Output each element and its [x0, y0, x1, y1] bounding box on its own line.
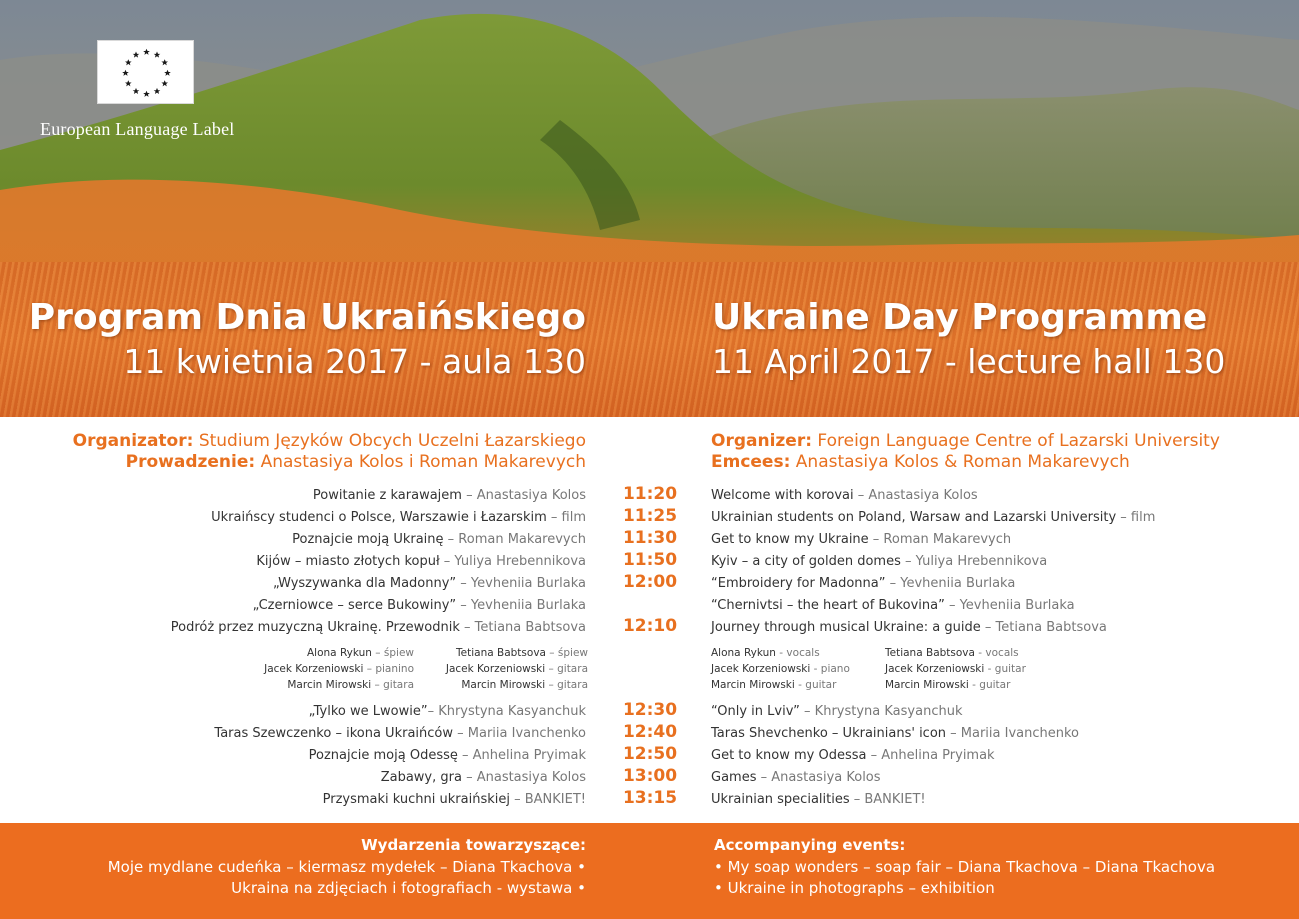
- item-en: Get to know my Odessa – Anhelina Pryimak: [711, 748, 995, 763]
- item-pl: Przysmaki kuchni ukraińskiej – BANKIET!: [322, 792, 586, 807]
- item-pl: Poznajcie moją Ukrainę – Roman Makarevych: [292, 532, 586, 547]
- eu-star-icon: [122, 70, 129, 76]
- eu-star-icon: [133, 88, 140, 94]
- item-pl: „Wyszywanka dla Madonny” – Yevheniia Burlaka: [272, 576, 586, 591]
- organizer-pl: Organizator: Studium Języków Obcych Uczelni Łazarskiego: [72, 431, 586, 451]
- performer: Jacek Korzeniowski – gitara: [445, 663, 588, 675]
- item-pl: „Czerniowce – serce Bukowiny” – Yevheniia Burlaka: [252, 598, 586, 613]
- schedule-row: [0, 572, 1299, 597]
- time-slot: 13:15: [622, 788, 678, 808]
- schedule-row: [0, 788, 1299, 813]
- item-pl: Powitanie z karawajem – Anastasiya Kolos: [312, 488, 586, 503]
- performer: Marcin Mirowski – gitara: [461, 679, 588, 691]
- performer: Alona Rykun – śpiew: [307, 647, 414, 659]
- eu-star-icon: [161, 59, 168, 65]
- performer: Jacek Korzeniowski – pianino: [264, 663, 414, 675]
- time-slot: 11:50: [622, 550, 678, 570]
- performers-pl-left: [264, 645, 414, 693]
- time-slot: 12:30: [622, 700, 678, 720]
- item-pl: Zabawy, gra – Anastasiya Kolos: [380, 770, 586, 785]
- item-en: Kyiv – a city of golden domes – Yuliya Hrebennikova: [711, 554, 1048, 569]
- events-pl: [108, 835, 586, 900]
- performer: Jacek Korzeniowski - guitar: [885, 663, 1026, 675]
- grass-texture: [0, 262, 1299, 417]
- item-en: Games – Anastasiya Kolos: [711, 770, 881, 785]
- event-item: Ukraina na zdjęciach i fotografiach - wystawa •: [231, 879, 586, 897]
- eu-star-icon: [154, 88, 161, 94]
- time-slot: 13:00: [622, 766, 678, 786]
- time-slot: 11:30: [622, 528, 678, 548]
- eu-language-label: European Language Label: [40, 119, 235, 139]
- event-item: • Ukraine in photographs – exhibition: [714, 879, 995, 897]
- performer: Alona Rykun - vocals: [711, 647, 820, 659]
- events-en: [714, 835, 1215, 900]
- item-en: Ukrainian specialities – BANKIET!: [711, 792, 926, 807]
- item-pl: Podróż przez muzyczną Ukrainę. Przewodnik – Tetiana Babtsova: [170, 620, 586, 635]
- performer: Marcin Mirowski – gitara: [287, 679, 414, 691]
- schedule-row: [0, 616, 1299, 641]
- time-slot: 12:10: [622, 616, 678, 636]
- performers-en-right: [885, 645, 1026, 693]
- eu-star-icon: [143, 91, 150, 97]
- eu-star-icon: [143, 49, 150, 55]
- eu-star-icon: [125, 80, 132, 86]
- hero-banner: [0, 0, 1299, 417]
- item-en: Welcome with korovai – Anastasiya Kolos: [711, 488, 978, 503]
- time-slot: 11:20: [622, 484, 678, 504]
- time-slot: 12:00: [622, 572, 678, 592]
- eu-star-icon: [161, 80, 168, 86]
- subtitle-pl: 11 kwietnia 2017 - aula 130: [123, 342, 586, 381]
- eu-star-icon: [154, 52, 161, 58]
- item-pl: Poznajcie moją Odessę – Anhelina Pryimak: [308, 748, 586, 763]
- time-slot: 12:40: [622, 722, 678, 742]
- event-item: Moje mydlane cudeńka – kiermasz mydełek – Diana Tkachova •: [107, 857, 586, 876]
- time-slot: 11:25: [622, 506, 678, 526]
- eu-star-icon: [164, 70, 171, 76]
- performer: Marcin Mirowski - guitar: [711, 679, 837, 691]
- time-slot: 12:50: [622, 744, 678, 764]
- events-heading-pl: Wydarzenia towarzyszące:: [361, 836, 586, 854]
- performers-pl-right: [446, 645, 588, 693]
- title-pl: Program Dnia Ukraińskiego: [28, 297, 586, 338]
- eu-star-icon: [133, 52, 140, 58]
- performer: Marcin Mirowski - guitar: [885, 679, 1011, 691]
- item-en: “Chernivtsi – the heart of Bukovina” – Yevheniia Burlaka: [711, 598, 1075, 613]
- item-pl: Taras Szewczenko – ikona Ukraińców – Mariia Ivanchenko: [214, 726, 586, 741]
- emcees-en: Emcees: Anastasiya Kolos & Roman Makarevych: [711, 452, 1130, 472]
- item-pl: Ukraińscy studenci o Polsce, Warszawie i Łazarskim – film: [211, 510, 586, 525]
- eu-star-icon: [125, 59, 132, 65]
- performer: Tetiana Babtsova – śpiew: [456, 647, 588, 659]
- performer: Tetiana Babtsova - vocals: [885, 647, 1019, 659]
- event-item: • My soap wonders – soap fair – Diana Tkachova – Diana Tkachova: [714, 857, 1216, 876]
- performers-en-left: [711, 645, 850, 693]
- item-pl: „Tylko we Lwowie”– Khrystyna Kasyanchuk: [308, 704, 586, 719]
- emcees-pl: Prowadzenie: Anastasiya Kolos i Roman Makarevych: [125, 452, 586, 472]
- item-en: “Embroidery for Madonna” – Yevheniia Burlaka: [711, 576, 1016, 591]
- title-en: Ukraine Day Programme: [712, 297, 1208, 338]
- accompanying-events-footer: [0, 823, 1299, 919]
- item-en: Ukrainian students on Poland, Warsaw and Lazarski University – film: [711, 510, 1156, 525]
- subtitle-en: 11 April 2017 - lecture hall 130: [712, 342, 1226, 381]
- item-pl: Kijów – miasto złotych kopuł – Yuliya Hrebennikova: [256, 554, 586, 569]
- item-en: Taras Shevchenko – Ukrainians' icon – Mariia Ivanchenko: [711, 726, 1080, 741]
- events-heading-en: Accompanying events:: [714, 836, 906, 854]
- organizer-en: Organizer: Foreign Language Centre of Lazarski University: [711, 431, 1220, 451]
- item-en: Journey through musical Ukraine: a guide – Tetiana Babtsova: [711, 620, 1107, 635]
- item-en: “Only in Lviv” – Khrystyna Kasyanchuk: [711, 704, 963, 719]
- eu-stars-flag-icon: [97, 40, 194, 104]
- item-en: Get to know my Ukraine – Roman Makarevych: [711, 532, 1012, 547]
- performer: Jacek Korzeniowski - piano: [711, 663, 850, 675]
